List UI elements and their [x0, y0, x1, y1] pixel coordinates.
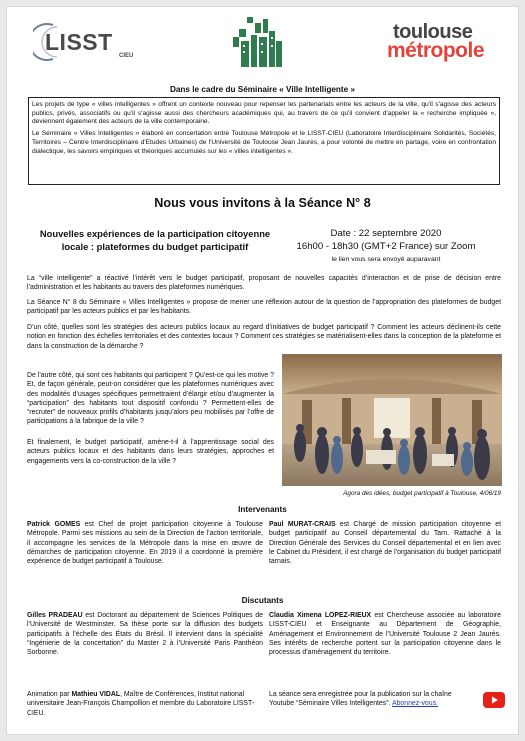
- intro-paragraph-2: Le Séminaire « Villes Intelligentes » élaboré en concertation entre Toulouse Métropole et le LISST-CIEU (Laboratoire Interdisciplinaire Solidarités, Sociétés, Territoires – Centre Interdisciplinaire d'Etudes Urbaines) de l'Université de Toulouse Jean Jaurès, a pour volonté de mettre en partage, voire en confrontation dialectique, les savoirs empiriques et théoriques accumulés sur les « villes intelligentes ».: [32, 130, 496, 155]
- session-link-note: le lien vous sera envoyé auparavant: [331, 255, 441, 263]
- bio-discutant-2: [269, 611, 501, 657]
- seminar-intro-box: [28, 97, 500, 185]
- recording-note: [269, 690, 477, 709]
- body-paragraph-5: Et finalement, le budget participatif, amène-t-il à l’apprentissage social des acteurs publics locaux et des habitants dans leurs stratégies, approches et engagements vers la co-construction de la ville ?: [27, 439, 274, 465]
- logo-bar: [7, 7, 518, 75]
- toulouse-logo-line2: métropole: [387, 39, 485, 62]
- animation-text: , Maître de Conférences, Institut national universitaire Jean-François Champollion et membre du Laboratoire LISST-CIEU.: [27, 691, 255, 717]
- lisst-logo: [33, 21, 143, 63]
- bio-text: est Chef de projet participation citoyenne à Toulouse Métropole. Parmi ses missions au sein de la Direction de l’action territoriale, il accompagne les services de la Métropole dans la mise en œuvre de démarches de participation citoyenne. En 2019 il a coordonné la première expérience de budget participatif à Toulouse.: [27, 521, 263, 565]
- seminar-frame-title: Dans le cadre du Séminaire « Ville Intelligente »: [169, 85, 356, 94]
- body-paragraph-4: De l’autre côté, qui sont ces habitants qui participent ? Qu’est-ce qui les motive ? Et, de façon générale, peut-on considérer que les plateformes numériques avec des modalités d’usages spécifiques permettraient d’élargir et/ou d’augmenter la “participation” des habitants tout dispositif confondu ? Permettent-elles de “recruter” de nouveaux profils d’habitants jusqu’alors peu mobilisés par l’offre de participations à la fabrique de la ville ?: [27, 372, 274, 426]
- animation-prefix: Animation par: [27, 691, 72, 698]
- bio-name: Paul MURAT-CRAIS: [269, 521, 336, 528]
- intro-paragraph-1: Les projets de type « villes intelligentes » offrent un contexte nouveau pour repenser les partenariats entre les acteurs de la ville, qu'il s'agisse des acteurs publics, privés, associatifs ou qu'il s'agisse aussi des chercheurs académiques qui, au travers de ce qu'il convient d'appeler la « recherche impliquée », deviennent également des acteurs de la ville contemporaine.: [32, 101, 496, 126]
- bio-intervenant-2: [269, 520, 501, 566]
- animation-credit: [27, 690, 263, 718]
- lisst-logo-subtext: CIEU: [119, 53, 134, 59]
- lisst-logo-text: LISST: [45, 29, 113, 55]
- toulouse-metropole-logo: [377, 21, 512, 61]
- flyer-page: [6, 6, 519, 735]
- bio-name: Claudia Ximena LOPEZ-RIEUX: [269, 612, 372, 619]
- subscribe-link[interactable]: Abonnez-vous.: [391, 700, 438, 708]
- discutants-heading: Discutants: [241, 596, 284, 605]
- session-schedule: [277, 228, 495, 264]
- bio-text: est Chercheuse associée au laboratoire LISST-CIEU et Enseignante au Département de Géographie, Aménagement et Environnement de l’Université Toulouse 2 Jean Jaurès. Ses intérêts de recherche portent sur la participation citoyenne dans le processus d’aménagement du territoire.: [269, 612, 501, 656]
- ville-logo-graphic: [229, 15, 285, 71]
- youtube-icon[interactable]: [483, 692, 505, 708]
- bio-text: est Chargé de mission participation citoyenne et budget participatif au Conseil départemental du Tarn. Rattaché à la Direction Générale des Services du Conseil départemental et en lien avec le Cabinet du Président, il est chargé de l’organisation du budget participatif tarnais.: [269, 521, 501, 565]
- bio-text: est Doctorant au département de Sciences Politiques de l’Université de Westminster. Sa thèse porte sur la diffusion des budgets participatifs à l’échelle des États du Brésil. Il intervient dans la spécialité “Ingénierie de la concertation” du Master 2 à l’Université Paris Panthéon Sorbonne.: [27, 612, 263, 656]
- recording-text: La séance sera enregistrée pour la publication sur la chaîne Youtube “Séminaire Villes Intelligentes”.: [269, 691, 452, 708]
- invitation-heading: Nous vous invitons à la Séance N° 8: [154, 196, 371, 210]
- event-photo: [282, 354, 502, 486]
- intervenants-heading: Intervenants: [238, 505, 287, 514]
- session-date: Date : 22 septembre 2020: [330, 228, 442, 239]
- photo-caption: Agora des idées, budget participatif à Toulouse, 4/06/19: [343, 490, 501, 497]
- bio-intervenant-1: [27, 520, 263, 566]
- session-title: Nouvelles expériences de la participation citoyenne locale : plateformes du budget participatif: [39, 228, 271, 252]
- body-paragraph-2: La Séance N° 8 du Séminaire « Villes Intelligentes » propose de mener une réflexion autour de la question de l’appropriation des plateformes de budget participatif par les acteurs publics et par les habitants.: [27, 299, 501, 316]
- toulouse-logo-line1: toulouse: [393, 21, 473, 43]
- bio-name: Patrick GOMES: [27, 521, 81, 528]
- body-paragraph-1: La “ville intelligente” a réactivé l’intérêt vers le budget participatif, proposant de nouvelles capacités d’interaction et de prise de décision entre l’administration et les habitants au travers des plateformes numériques.: [27, 275, 501, 292]
- body-paragraph-3: D’un côté, quelles sont les stratégies des acteurs publics locaux au regard d’initiatives de budget participatif ? Comment les acteurs déclinent-ils cette notion en fonction des échelles territoriales et des contextes locaux ? Comment ces stratégies se matérialisent-elles dans la conception de la plateforme et dans la construction de la démarche ?: [27, 324, 501, 350]
- bio-name: Gilles PRADEAU: [27, 612, 83, 619]
- bio-discutant-1: [27, 611, 263, 657]
- animator-name: Mathieu VIDAL: [71, 691, 121, 698]
- ville-intelligente-logo: [229, 15, 285, 71]
- session-time: 16h00 - 18h30 (GMT+2 France) sur Zoom: [296, 241, 476, 253]
